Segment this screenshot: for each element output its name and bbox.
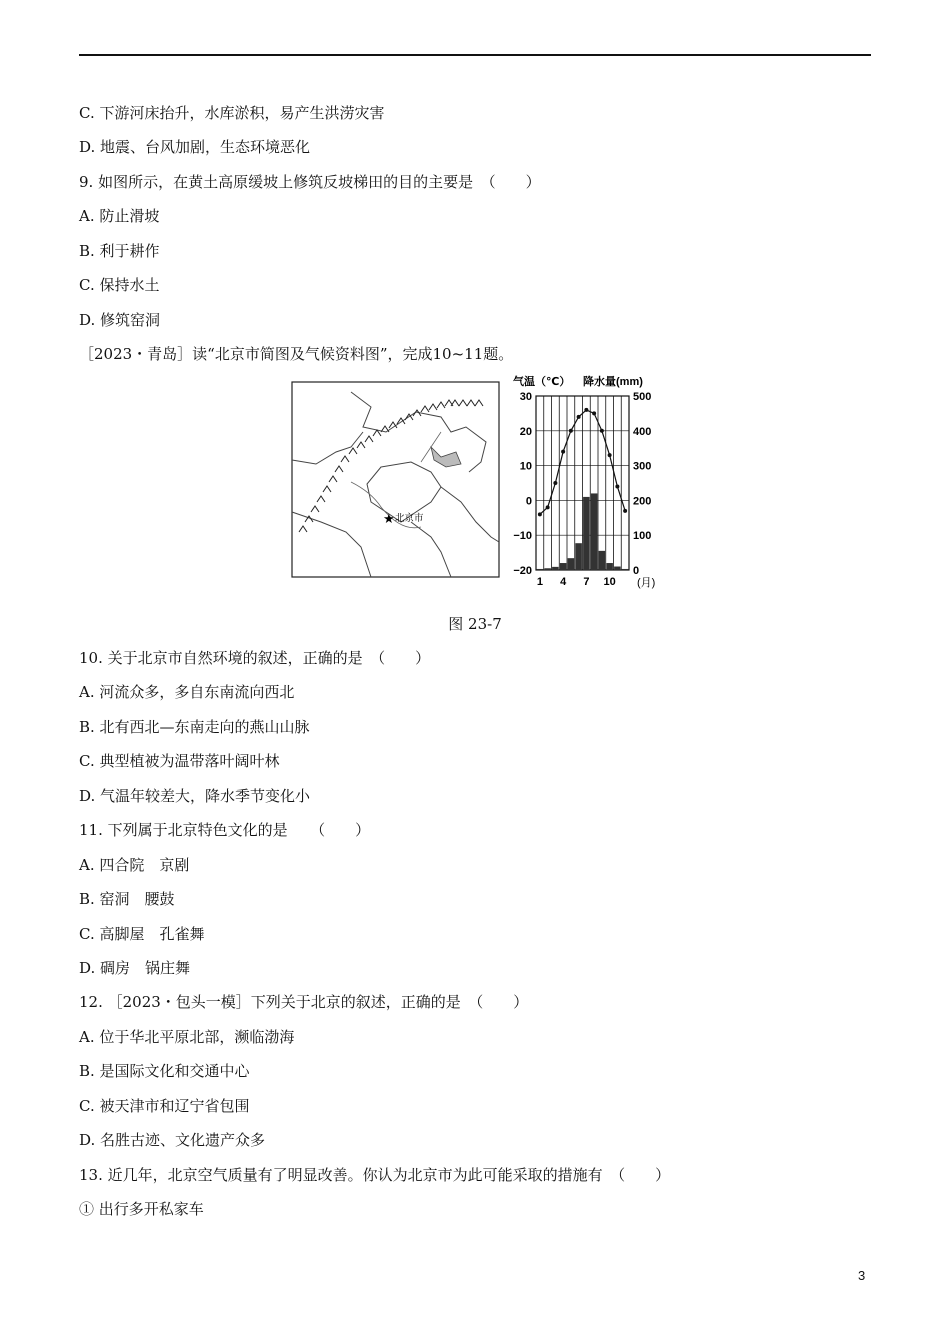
page-number: 3 — [858, 1268, 866, 1283]
figure-23-7 — [291, 372, 661, 592]
temp-point — [553, 481, 557, 485]
option-d-q8: D. 地震、台风加剧，生态环境恶化 — [79, 138, 311, 156]
precip-tick-label: 0 — [633, 565, 640, 577]
precip-axis-title: 降水量(mm) — [583, 376, 643, 388]
precip-bar — [583, 497, 590, 570]
precip-bar — [568, 558, 575, 570]
precip-bar — [614, 567, 621, 570]
temp-point — [592, 411, 596, 415]
temp-point — [538, 512, 542, 516]
question-13: 13. 近几年，北京空气质量有了明显改善。你认为北京市为此可能采取的措施有 （ ） — [79, 1166, 671, 1184]
option-b-q11: B. 窑洞 腰鼓 — [79, 890, 175, 908]
temp-tick-label: 0 — [525, 495, 532, 508]
option-d-q9: D. 修筑窑洞 — [79, 311, 161, 329]
option-c-q12: C. 被天津市和辽宁省包围 — [79, 1097, 250, 1115]
question-10: 10. 关于北京市自然环境的叙述，正确的是 （ ） — [79, 649, 431, 667]
question-11: 11. 下列属于北京特色文化的是 （ ） — [79, 821, 371, 839]
question-9: 9. 如图所示，在黄土高原缓坡上修筑反坡梯田的目的主要是 （ ） — [79, 173, 541, 191]
temp-point — [615, 484, 619, 488]
option-b-q9: B. 利于耕作 — [79, 242, 160, 260]
precip-bar — [552, 567, 559, 570]
option-c-q11: C. 高脚屋 孔雀舞 — [79, 925, 205, 943]
option-b-q12: B. 是国际文化和交通中心 — [79, 1062, 250, 1080]
precip-bar — [606, 563, 613, 570]
option-d-q10: D. 气温年较差大，降水季节变化小 — [79, 787, 311, 805]
temp-tick-label: −20 — [513, 565, 532, 577]
option-b-q10: B. 北有西北—东南走向的燕山山脉 — [79, 718, 310, 736]
temp-point — [600, 429, 604, 433]
temp-axis-title: 气温（℃） — [513, 376, 571, 388]
option-d-q12: D. 名胜古迹、文化遗产众多 — [79, 1131, 266, 1149]
option-a-q10: A. 河流众多，多自东南流向西北 — [79, 683, 295, 701]
precip-bar — [622, 569, 629, 570]
instruction-10-11: ［2023・青岛］读“北京市简图及气候资料图”，完成10~11题。 — [79, 345, 514, 363]
option-c-q8: C. 下游河床抬升，水库淤积，易产生洪涝灾害 — [79, 104, 385, 122]
precip-bar — [560, 563, 567, 570]
climate-chart — [513, 374, 655, 589]
temp-point — [577, 415, 581, 419]
precip-bar — [599, 551, 606, 570]
precip-bar — [575, 543, 582, 570]
statement-1-q13: ① 出行多开私家车 — [79, 1200, 204, 1218]
beijing-map — [292, 382, 499, 577]
x-unit-label: (月) — [637, 577, 656, 589]
option-a-q9: A. 防止滑坡 — [79, 207, 160, 225]
beijing-star-icon: ★ — [383, 511, 395, 526]
temp-point — [569, 429, 573, 433]
temp-tick-label: 30 — [519, 391, 532, 403]
temp-point — [608, 453, 612, 457]
month-tick-label: 10 — [603, 576, 616, 588]
figure-caption: 图 23-7 — [448, 615, 502, 633]
option-c-q10: C. 典型植被为温带落叶阔叶林 — [79, 752, 280, 770]
option-a-q12: A. 位于华北平原北部，濒临渤海 — [79, 1028, 295, 1046]
precip-bar — [544, 568, 551, 570]
header-rule — [79, 54, 871, 56]
option-a-q11: A. 四合院 京剧 — [79, 856, 190, 874]
precip-tick-label: 500 — [633, 391, 652, 403]
map-frame — [292, 382, 499, 577]
month-tick-label: 4 — [560, 576, 567, 588]
beijing-map-label: 北京市 — [395, 513, 424, 524]
month-tick-label: 7 — [583, 576, 590, 588]
month-tick-label: 1 — [536, 576, 543, 588]
temp-point — [561, 450, 565, 454]
precip-bar — [591, 493, 598, 570]
temp-point — [546, 505, 550, 509]
precip-tick-label: 200 — [633, 495, 652, 508]
precip-tick-label: 300 — [633, 460, 652, 473]
temp-tick-label: 10 — [519, 460, 532, 473]
precip-tick-label: 400 — [633, 425, 652, 438]
precip-tick-label: 100 — [633, 530, 652, 543]
question-12: 12. ［2023・包头一模］下列关于北京的叙述，正确的是 （ ） — [79, 993, 529, 1011]
option-d-q11: D. 碉房 锅庄舞 — [79, 959, 191, 977]
temp-point — [584, 408, 588, 412]
chart-grid — [536, 396, 629, 570]
temp-point — [623, 509, 627, 513]
temp-tick-label: −10 — [513, 530, 532, 543]
temp-tick-label: 20 — [519, 425, 532, 438]
precip-bar — [537, 569, 544, 570]
option-c-q9: C. 保持水土 — [79, 276, 160, 294]
figure-svg — [291, 372, 661, 592]
